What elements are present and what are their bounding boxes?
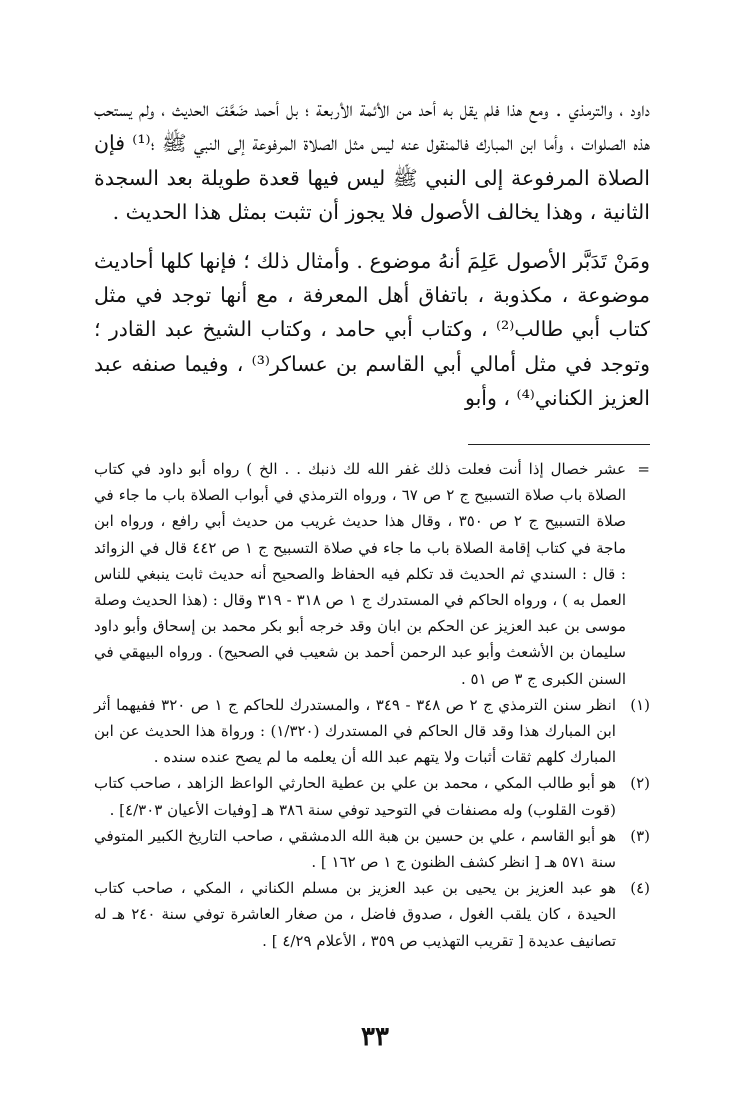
footnote-continuation	[94, 456, 650, 692]
footnote-text: هو أبو القاسم ، علي بن حسين بن هبة الله الدمشقي ، صاحب التاريخ الكبير المتوفي سنة ٥٧١ هـ [ انظر كشف الظنون ج ١ ص ١٦٢ ] .	[94, 826, 616, 872]
paragraph-1: داود ، والترمذي . ومع هذا فلم يقل به أحد من الأئمة الأربعة ؛ بل أحمد ضَعَّفَ الحديث ، ولم يستحب هذه الصلوات ، وأما ابن المبارك فالمنقول عنه ليس مثل الصلاة المرفوعة إلى النبي ﷺ ؛⁽¹⁾ فإن الصلاة المرفوعة إلى النبي ﷺ ليس فيها قعدة طويلة بعد السجدة الثانية ، وهذا يخالف الأصول فلا يجوز أن تثبت بمثل هذا الحديث .	[94, 97, 650, 225]
main-text	[94, 92, 650, 416]
footnote-number: (٣)	[630, 826, 650, 845]
footnote-4	[94, 875, 650, 954]
continuation-mark: =	[637, 460, 650, 478]
footnote-number: (٢)	[630, 774, 650, 793]
footnote-text: هو أبو طالب المكي ، محمد بن علي بن عطية الحارثي الواعظ الزاهد ، صاحب كتاب (قوت القلوب) وله مصنفات في التوحيد توفي سنة ٣٨٦ هـ [وفيات الأعيان ٤/٣٠٣] .	[94, 774, 616, 819]
page-number: ٣٣	[361, 1022, 389, 1052]
footnote-separator	[468, 444, 650, 445]
footnotes	[94, 456, 650, 954]
footnote-text: هو عبد العزيز بن يحيى بن عبد العزيز بن مسلم الكناني ، المكي ، صاحب كتاب الحيدة ، كان يلقب الغول ، صدوق فاضل ، من صغار العاشرة توفي سنة ٢٤٠ هـ له تصانيف عديدة [ تقريب التهذيب ص ٣٥٩ ، الأعلام ٤/٢٩ ] .	[94, 879, 616, 950]
paragraph-2: ومَنْ تَدَبَّر الأصول عَلِمَ أنهُ موضوع . وأمثال ذلك ؛ فإنها كلها أحاديث موضوعة ، مكذوبة ، باتفاق أهل المعرفة ، مع أنها توجد في مثل كتاب أبي طالب⁽²⁾ ، وكتاب أبي حامد ، وكتاب الشيخ عبد القادر ؛ وتوجد في مثل أمالي أبي القاسم بن عساكر⁽³⁾ ، وفيما صنفه عبد العزيز الكناني⁽⁴⁾ ، وأبو	[94, 248, 651, 411]
footnote-3	[94, 823, 650, 875]
footnote-number: (٤)	[630, 879, 650, 898]
footnote-continuation-text: عشر خصال إذا أنت فعلت ذلك غفر الله لك ذنبك . . الخ ) رواه أبو داود في كتاب الصلاة باب صلاة التسبيح ج ٢ ص ٦٧ ، ورواه الترمذي في أبواب الصلاة باب ما جاء في صلاة التسبيح ج ٢ ص ٣٥٠ ، وقال هذا حديث غريب من حديث أبي رافع ، ورواه ابن ماجة في كتاب إقامة الصلاة باب ما جاء في صلاة التسبيح ج ١ ص ٤٤٢ قال في الزوائد : قال : السندي ثم الحديث قد تكلم فيه الحفاظ والصحيح أنه حديث ثابت ينبغي للناس العمل به ) ، ورواه الحاكم في المستدرك ج ١ ص ٣١٨ - ٣١٩ وقال : (هذا الحديث وصلة موسى بن عبد العزيز عن الحكم بن ابان وقد خرجه أبو بكر محمد بن إسحاق وأبو داود سليمان بن الأشعث وأبو عبد الرحمن أحمد بن شعيب في الصحيح) . ورواه البيهقي في السنن الكبرى ج ٣ ص ٥١ .	[94, 460, 627, 688]
footnote-2	[94, 770, 650, 822]
footnote-1	[94, 692, 650, 771]
footnote-text: انظر سنن الترمذي ج ٢ ص ٣٤٨ - ٣٤٩ ، والمستدرك للحاكم ج ١ ص ٣٢٠ ففيهما أثر ابن المبارك هذا وقد قال الحاكم في المستدرك (١/٣٢٠) : ورواة هذا الحديث عن ابن المبارك كلهم ثقات أثبات ولا يتهم عبد الله أن يعلمه ما لم يصح عنده سنده .	[94, 695, 617, 767]
footnote-number: (١)	[630, 695, 650, 714]
